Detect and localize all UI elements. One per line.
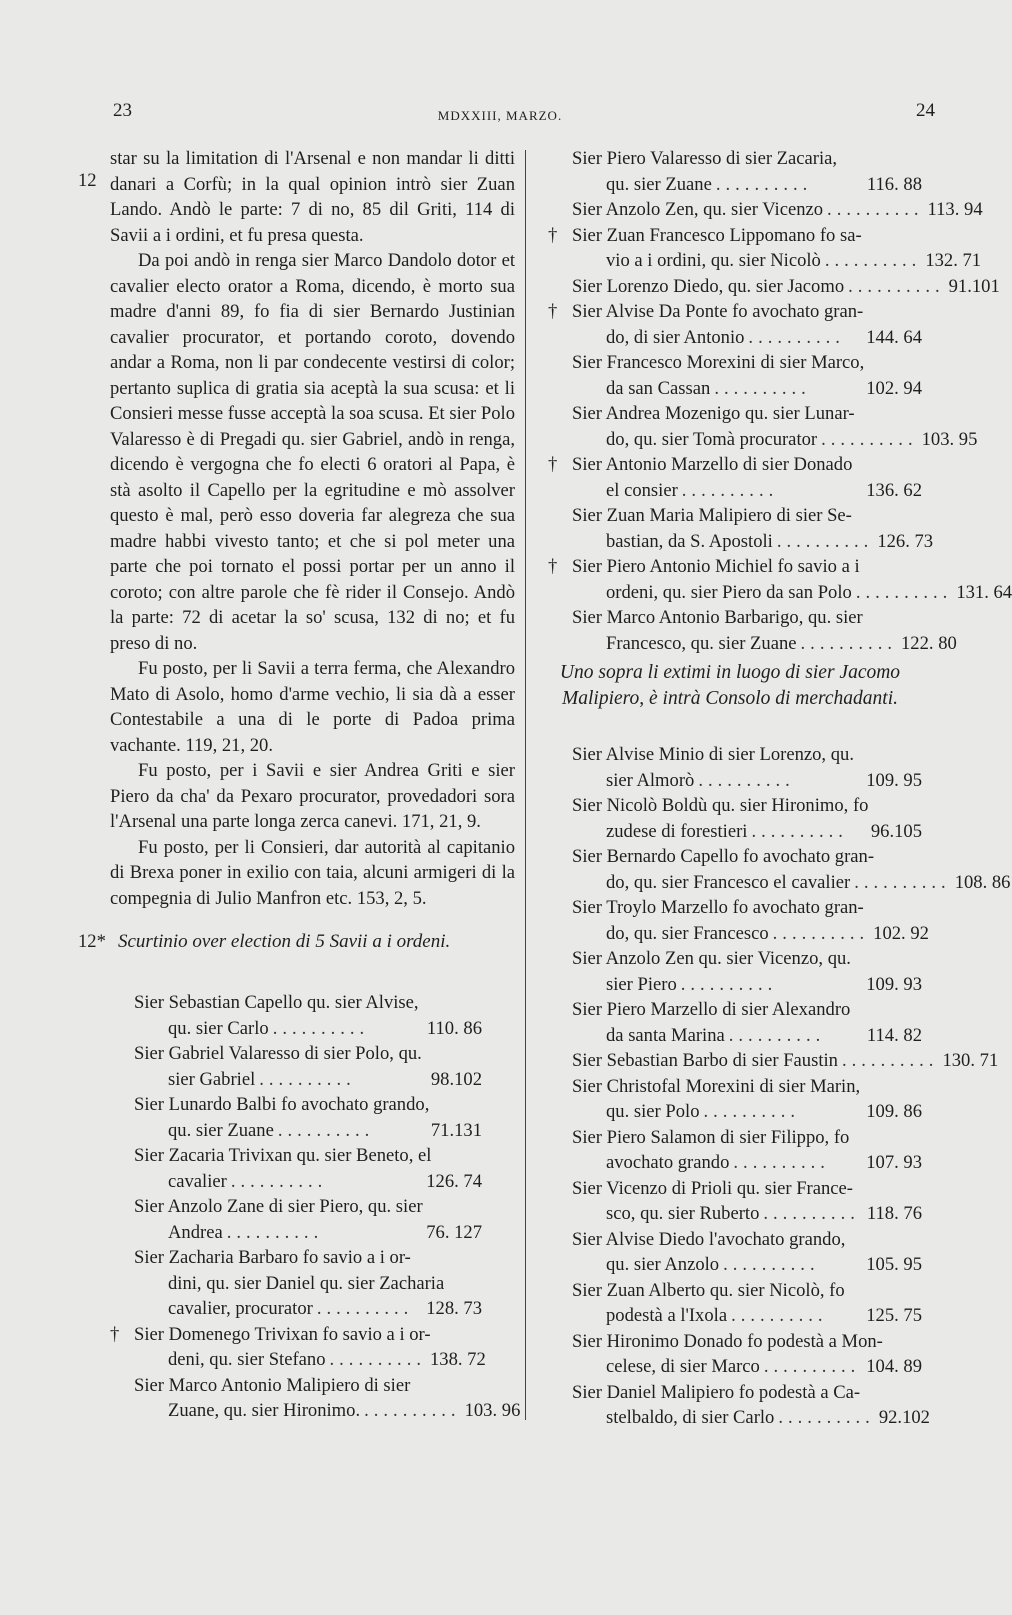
candidate-name-cont: sier Gabriel — [168, 1068, 256, 1090]
list-item — [548, 452, 922, 503]
leader-dots: .......... — [329, 1349, 426, 1370]
list-item — [110, 1041, 482, 1092]
vote-count: 128. 73 — [426, 1298, 482, 1319]
left-election-list — [110, 990, 521, 1424]
leader-dots: .......... — [772, 922, 870, 944]
list-item — [110, 1245, 482, 1322]
candidate-name: Sier Antonio Marzello di sier Donado — [572, 454, 853, 475]
candidate-name-cont: da santa Marina — [606, 1024, 725, 1046]
paragraph: Fu posto, per li Consieri, dar autorità al capitanio di Brexa poner in exilio con taia, alcuni armigeri di la compegnia di Julio Manfron etc. 153, 2, 5. — [110, 836, 515, 909]
candidate-name-cont: sier Piero — [606, 973, 677, 995]
list-item — [548, 350, 922, 401]
leader-dots: .......... — [277, 1119, 375, 1141]
vote-count: 109. 93 — [866, 973, 922, 995]
list-item — [548, 1074, 922, 1125]
candidate-name: Sier Andrea Mozenigo qu. sier Lunar- — [572, 403, 855, 424]
candidate-name: Sier Anzolo Zen qu. sier Vicenzo, qu. — [572, 948, 851, 969]
list-item — [548, 401, 978, 452]
list-item — [548, 197, 983, 223]
vote-count: 125. 75 — [866, 1305, 922, 1326]
vote-count: 76. 127 — [426, 1221, 482, 1243]
right-election-list-bottom — [548, 742, 1011, 1431]
cross-mark: † — [548, 301, 558, 322]
candidate-name-cont: qu. sier Polo — [606, 1101, 700, 1122]
leader-dots: .......... — [748, 326, 845, 348]
leader-dots: .......... — [728, 1024, 826, 1046]
cross-mark: † — [548, 224, 558, 246]
leader-dots: .......... — [680, 973, 778, 995]
leader-dots: .......... — [731, 1305, 828, 1326]
candidate-name-cont: stelbaldo, di sier Carlo — [606, 1407, 775, 1428]
candidate-name: Sier Lorenzo Diedo, qu. sier Jacomo — [572, 275, 845, 297]
candidate-name: Sier Christofal Morexini di sier Marin, — [572, 1075, 861, 1097]
vote-count: 110. 86 — [426, 1017, 482, 1039]
leader-dots: .......... — [848, 275, 945, 297]
candidate-name: Sier Troylo Marzello fo avochato gran- — [572, 897, 864, 918]
vote-count: 144. 64 — [866, 326, 922, 348]
candidate-name-cont: qu. sier Carlo — [168, 1017, 269, 1039]
candidate-name: Sier Sebastian Barbo di sier Faustin — [572, 1050, 838, 1071]
leader-dots: .......... — [259, 1068, 356, 1090]
candidate-name: Sier Francesco Morexini di sier Marco, — [572, 352, 865, 373]
leader-dots: .......... — [827, 199, 924, 220]
leader-dots: .......... — [800, 632, 897, 654]
leader-dots: .......... — [751, 820, 848, 842]
leader-dots: .......... — [681, 479, 779, 501]
paragraph: Fu posto, per i Savii e sier Andrea Griti e sier Piero da cha' da Pexaro procurator, provedadori sora l'Arsenal una parte longa zerca canevi. 171, 21, 9. — [110, 760, 515, 832]
list-item — [548, 223, 982, 274]
candidate-name: Sier Zacaria Trivixan qu. sier Beneto, el — [134, 1145, 432, 1166]
candidate-name-cont: Zuane, qu. sier Hironimo. — [168, 1400, 361, 1421]
left-page-number: 23 — [113, 100, 132, 121]
leader-dots: .......... — [733, 1152, 830, 1173]
candidate-name: Sier Piero Salamon di sier Filippo, fo — [572, 1126, 850, 1148]
candidate-name: Sier Zuan Alberto qu. sier Nicolò, fo — [572, 1279, 845, 1301]
list-item — [548, 503, 934, 554]
leader-dots: .......... — [715, 173, 813, 195]
leader-dots: .......... — [723, 1254, 820, 1275]
leader-dots: .......... — [763, 1356, 861, 1377]
list-item — [548, 895, 929, 946]
vote-count: 118. 76 — [866, 1203, 922, 1224]
candidate-name-cont: el consier — [606, 479, 678, 501]
vote-count: 98.102 — [430, 1068, 482, 1090]
candidate-name-cont: sier Almorò — [606, 769, 695, 791]
leader-dots: .......... — [703, 1101, 800, 1122]
vote-count: 102. 92 — [873, 922, 929, 944]
list-item — [110, 1322, 486, 1373]
candidate-name-cont: Francesco, qu. sier Zuane — [606, 632, 797, 654]
leader-dots: .......... — [854, 871, 951, 893]
candidate-name-cont: qu. sier Zuane — [168, 1119, 274, 1141]
vote-count: 116. 88 — [866, 173, 922, 195]
candidate-name: Sier Piero Valaresso di sier Zacaria, — [572, 148, 838, 169]
running-title: MDXXIII, MARZO. — [437, 108, 563, 123]
list-item — [548, 946, 922, 997]
list-item — [548, 1048, 999, 1074]
list-item — [548, 146, 922, 197]
list-item — [548, 997, 922, 1048]
cross-mark: † — [110, 1323, 120, 1345]
vote-count: 103. 96 — [464, 1400, 521, 1421]
leader-dots: .......... — [855, 581, 953, 603]
right-election-list-top — [548, 146, 1012, 656]
list-item — [548, 1278, 922, 1329]
list-item — [548, 742, 922, 793]
candidate-name: Sier Vicenzo di Prioli qu. sier France- — [572, 1177, 853, 1199]
candidate-name-cont: Andrea — [168, 1221, 223, 1243]
candidate-name-cont: do, qu. sier Francesco — [606, 922, 769, 944]
vote-count: 138. 72 — [429, 1349, 486, 1370]
candidate-name: Sier Daniel Malipiero fo podestà a Ca- — [572, 1381, 861, 1403]
leader-dots: .......... — [698, 769, 795, 791]
list-item — [548, 1125, 922, 1176]
candidate-name: Sier Zacharia Barbaro fo savio a i or- — [134, 1247, 411, 1268]
vote-count: 136. 62 — [866, 479, 922, 501]
candidate-name: Sier Hironimo Donado fo podestà a Mon- — [572, 1330, 883, 1352]
cross-mark: † — [548, 556, 558, 577]
left-body-text — [110, 146, 515, 911]
candidate-name: Sier Alvise Da Ponte fo avochato gran- — [572, 301, 864, 322]
vote-count: 114. 82 — [866, 1024, 922, 1046]
margin-day-number-star: 12* — [78, 931, 106, 952]
list-item — [548, 1329, 922, 1380]
leader-dots: .......... — [824, 250, 922, 271]
candidate-name-cont: ordeni, qu. sier Piero da san Polo — [606, 581, 852, 603]
list-item — [110, 1092, 482, 1143]
cross-mark: † — [548, 454, 558, 475]
list-item — [110, 990, 482, 1041]
leader-dots: .......... — [714, 377, 811, 399]
vote-count: 96.105 — [870, 820, 922, 842]
vote-count: 105. 95 — [866, 1254, 922, 1275]
right-page-number: 24 — [916, 100, 935, 121]
vote-count: 109. 86 — [866, 1101, 922, 1122]
candidate-name: Sier Domenego Trivixan fo savio a i or- — [134, 1323, 431, 1345]
candidate-name: Sier Alvise Minio di sier Lorenzo, qu. — [572, 744, 854, 765]
candidate-name-cont: podestà a l'Ixola — [606, 1305, 728, 1326]
leader-dots: .......... — [226, 1221, 324, 1243]
leader-dots: .......... — [316, 1298, 414, 1319]
candidate-name: Sier Alvise Diedo l'avochato grando, — [572, 1228, 846, 1250]
candidate-name-cont: qu. sier Zuane — [606, 173, 712, 195]
margin-day-number: 12 — [78, 170, 97, 191]
paragraph: Da poi andò in renga sier Marco Dandolo dotor et cavalier electo orator a Roma, dicendo, è morto sua madre d'anni 89, fo fia di sier Bernardo Justinian cavalier procurator, et portando coroto, dovendo andar a Roma, non li par condecente vestirsi di color; pertanto suplica di gratia sia aceptà la sua scusa: et li Consieri messe fusse acceptà la soa scusa. Et sier Polo Valaresso è di Pregadi qu. sier Gabriel, andò in renga, dicendo è vergogna che fo electi 6 oratori al Papa, è stà asolto il Capello per la egritudine e mò assolver questo è mal, però esso doveria far alegreza che sua madre habbi vivesto tanto; et che si pol meter una parte che poi tornato el possi portar per un anno il coroto; con altre parole che fè rider il Consejo. Andò la parte: 72 di acetar la so' scusa, 132 di no; et fu preso di no. — [110, 250, 515, 654]
candidate-name-cont: qu. sier Anzolo — [606, 1254, 720, 1275]
candidate-name: Sier Lunardo Balbi fo avochato grando, — [134, 1094, 430, 1115]
list-item — [548, 1380, 930, 1431]
candidate-name-cont: do, qu. sier Francesco el cavalier — [606, 871, 851, 893]
list-item — [110, 1143, 482, 1194]
candidate-name: Sier Piero Antonio Michiel fo savio a i — [572, 556, 860, 577]
leader-dots: .......... — [364, 1400, 461, 1421]
candidate-name: Sier Bernardo Capello fo avochato gran- — [572, 846, 875, 867]
list-item — [548, 1176, 922, 1227]
candidate-name: Sier Anzolo Zane di sier Piero, qu. sier — [134, 1196, 423, 1217]
leader-dots: .......... — [776, 530, 874, 552]
candidate-name: Sier Anzolo Zen, qu. sier Vicenzo — [572, 199, 824, 220]
candidate-name-cont: sco, qu. sier Ruberto — [606, 1203, 760, 1224]
list-item — [110, 1373, 521, 1424]
section-title-extimi: Uno sopra li extimi in luogo di sier Jacomo Malipiero, è intrà Consolo di merchadanti. — [559, 662, 901, 709]
vote-count: 122. 80 — [901, 632, 957, 654]
vote-count: 130. 71 — [942, 1050, 999, 1071]
list-item — [548, 793, 922, 844]
candidate-name: Sier Marco Antonio Malipiero di sier — [134, 1374, 411, 1396]
vote-count: 126. 73 — [877, 530, 934, 552]
column-divider — [525, 150, 526, 1420]
candidate-name-cont: cavalier — [168, 1170, 227, 1192]
list-item — [548, 844, 1011, 895]
candidate-name-cont: do, di sier Antonio — [606, 326, 745, 348]
vote-count: 109. 95 — [866, 769, 922, 791]
candidate-name-cont: avochato grando — [606, 1152, 730, 1173]
leader-dots: .......... — [763, 1203, 860, 1224]
candidate-name-cont: do, qu. sier Tomà procurator — [606, 428, 818, 450]
list-item — [110, 1194, 482, 1245]
list-item — [548, 1227, 922, 1278]
vote-count: 104. 89 — [866, 1356, 922, 1377]
vote-count: 113. 94 — [927, 199, 983, 220]
candidate-name-cont: vio a i ordini, qu. sier Nicolò — [606, 250, 821, 271]
candidate-name-cont: dini, qu. sier Daniel qu. sier Zacharia — [168, 1272, 445, 1294]
candidate-name: Sier Zuan Francesco Lippomano fo sa- — [572, 224, 862, 246]
vote-count: 71.131 — [430, 1119, 482, 1141]
list-item — [548, 274, 1000, 300]
candidate-name: Sier Sebastian Capello qu. sier Alvise, — [134, 992, 419, 1013]
vote-count: 91.101 — [948, 275, 1000, 297]
vote-count: 131. 64 — [956, 581, 1012, 603]
candidate-name: Sier Gabriel Valaresso di sier Polo, qu. — [134, 1043, 422, 1064]
vote-count: 107. 93 — [866, 1152, 922, 1173]
vote-count: 103. 95 — [921, 428, 978, 450]
vote-count: 126. 74 — [426, 1170, 482, 1192]
candidate-name-cont: celese, di sier Marco — [606, 1356, 760, 1377]
candidate-name-cont: da san Cassan — [606, 377, 711, 399]
list-item — [548, 554, 1012, 605]
leader-dots: .......... — [778, 1407, 875, 1428]
vote-count: 132. 71 — [925, 250, 982, 271]
leader-dots: .......... — [230, 1170, 328, 1192]
vote-count: 108. 86 — [954, 871, 1011, 893]
list-item — [548, 605, 957, 656]
candidate-name: Sier Marco Antonio Barbarigo, qu. sier — [572, 607, 863, 628]
candidate-name-cont: zudese di forestieri — [606, 820, 748, 842]
candidate-name-cont: cavalier, procurator — [168, 1298, 313, 1319]
leader-dots: .......... — [821, 428, 918, 450]
candidate-name-cont: deni, qu. sier Stefano — [168, 1349, 326, 1370]
vote-count: 92.102 — [878, 1407, 930, 1428]
section-title-savii: Scurtinio over election di 5 Savii a i ordeni. — [118, 931, 451, 952]
leader-dots: .......... — [841, 1050, 939, 1071]
left-column — [110, 146, 515, 911]
candidate-name: Sier Piero Marzello di sier Alexandro — [572, 999, 851, 1020]
leader-dots: .......... — [272, 1017, 370, 1039]
vote-count: 102. 94 — [866, 377, 922, 399]
list-item — [548, 299, 922, 350]
candidate-name: Sier Nicolò Boldù qu. sier Hironimo, fo — [572, 795, 869, 816]
candidate-name-cont: bastian, da S. Apostoli — [606, 530, 773, 552]
paragraph: Fu posto, per li Savii a terra ferma, che Alexandro Mato di Asolo, homo d'arme vechio, li sia dà a esser Contestabile a una di le porte di Padoa prima vachante. 119, 21, 20. — [110, 658, 515, 756]
paragraph: star su la limitation di l'Arsenal e non mandar li ditti danari a Corfù; in la qual opinion intrò sier Zuan Lando. Andò le parte: 7 di no, 85 dil Griti, 114 di Savii a i ordini, et fu presa questa. — [110, 148, 515, 246]
candidate-name: Sier Zuan Maria Malipiero di sier Se- — [572, 505, 852, 526]
